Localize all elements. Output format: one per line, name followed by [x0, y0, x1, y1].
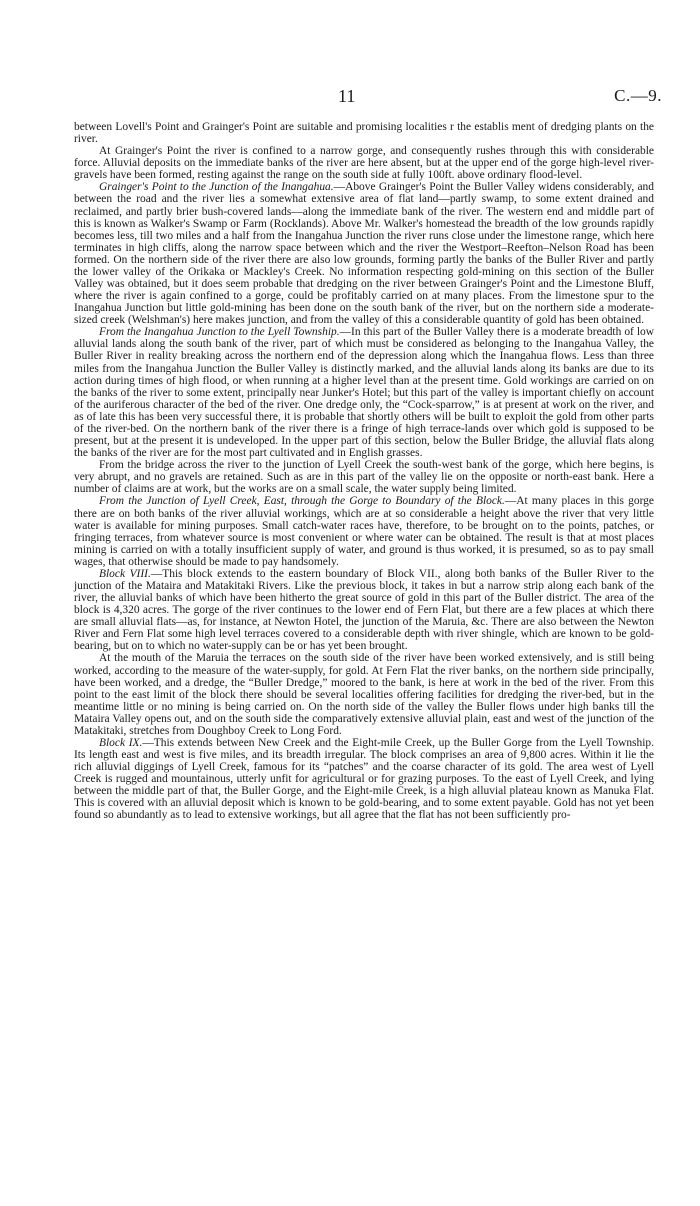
page-header — [0, 86, 700, 108]
paragraph — [74, 652, 654, 737]
page-number: 11 — [338, 86, 356, 106]
paragraph-text: —In this part of the Buller Valley there is a moderate breadth of low alluvial lands along the south bank of the river, part of which must be considered as belonging to the Inangahua Valley, the Buller River in reality breaking across the northern end of the depression along which the Inangahua flows. Less than three miles from the Inangahua Junction the Buller Valley is distinctly marked, and the alluvial lands along its banks are due to its action during times of high flood, or when running at a higher level than at the present time. Gold workings are carried on on the banks of the river to some extent, principally near Junker's Hotel; but this part of the valley is important chiefly on account of the auriferous character of the bed of the river. One dredge only, the “Cock-sparrow,” is at present at work on the river, and as of late this has been very successful there, it is probable that shortly others will be built to exploit the gold from other parts of the river-bed. On the northern bank of the river there is a fringe of high terrace-lands over which gold is supposed to be present, but at the present it is undeveloped. In the upper part of this section, below the Buller Bridge, the alluvial flats along the banks of the river are for the most part cultivated and in English grasses. — [74, 326, 655, 460]
section-heading: From the Inangahua Junction to the Lyell Township. — [99, 326, 340, 339]
document-reference: C.—9. — [614, 86, 662, 105]
paragraph-text: —This extends between New Creek and the Eight-mile Creek, up the Buller Gorge from the Lyell Township. Its length east and west is five miles, and its breadth irregular. The block comprises an area of 9,800 acres. Within it lie the rich alluvial diggings of Lyell Creek, famous for its “patches” and the coarse character of its gold. The area west of Lyell Creek is rugged and mountainous, utterly unfit for agricultural or for grazing purposes. To the east of Lyell Creek, and lying between the middle part of that, the Buller Gorge, and the Eight-mile Creek, is a high alluvial plateau known as Manuka Flat. This is covered with an alluvial deposit which is known to be gold-bearing, and to some extent payable. Gold has not yet been found so abundantly as to lead to extensive workings, but all agree that the flat has not been sufficiently pro- — [74, 736, 654, 822]
paragraph-text: From the bridge across the river to the junction of Lyell Creek the south-west bank of the gorge, which here begins, is very abrupt, and no gravels are retained. Such as are in this part of the valley lie on the opposite or north-east bank. Here a number of claims are at work, but the works are on a small scale, the water supply being limited. — [74, 459, 654, 496]
paragraph-text: —At many places in this gorge there are on both banks of the river alluvial workings, which are at so considerable a height above the river that very little water is available for mining purposes. Small catch-water races have, therefore, to be brought on to the points, patches, or fringing terraces, from whatever source is most convenient or where water can be obtained. The result is that at most places mining is carried on with a totally insufficient supply of water, and ground is thus worked, it is presumed, so as to pay small wages, that otherwise should be made to pay handsomely. — [74, 495, 654, 568]
paragraph-text: At Grainger's Point the river is confined to a narrow gorge, and consequently rushes through this with considerable force. Alluvial deposits on the immediate banks of the river are here absent, but at the upper end of the gorge high-level river-gravels have been formed, resting against the range on the south side at fully 100ft. above ordinary flood-level. — [74, 145, 654, 182]
section-heading: Block IX. — [99, 736, 143, 749]
paragraph — [74, 568, 654, 653]
paragraph — [74, 326, 654, 459]
section-heading: From the Junction of Lyell Creek, East, through the Gorge to Boundary of the Block. — [99, 495, 505, 508]
paragraph — [74, 737, 654, 822]
paragraph — [74, 121, 654, 145]
section-heading: Grainger's Point to the Junction of the Inangahua. — [99, 181, 334, 194]
paragraph — [74, 495, 654, 567]
paragraph-text: At the mouth of the Maruia the terraces on the south side of the river have been worked extensively, and is still being worked, according to the measure of the water-supply, for gold. At Fern Flat the river banks, on the northern side principally, have been worked, and a dredge, the “Buller Dredge,” moored to the bank, is here at work in the bed of the river. From this point to the east limit of the block there should be several localities offering facilities for dredging the river-bed, but in the meantime little or no mining is being carried on. On the north side of the valley the Buller flows under high banks till the Mataira Valley opens out, and on the south side the comparatively extensive alluvial plain, east and west of the junction of the Matakitaki, stretches from Doughboy Creek to Long Ford. — [74, 652, 654, 737]
paragraph — [74, 181, 654, 326]
paragraph-text: between Lovell's Point and Grainger's Point are suitable and promising localities r the establis ment of dredging plants on the river. — [74, 121, 654, 146]
paragraph-text: —Above Grainger's Point the Buller Valley widens considerably, and between the road and the river lies a somewhat extensive area of flat land—partly swamp, to some extent drained and reclaimed, and partly brier bush-covered lands—along the immediate bank of the river. The western end and middle part of this is known as Walker's Swamp or Farm (Rocklands). Above Mr. Walker's homestead the breadth of the low grounds rapidly becomes less, till two miles and a half from the Inangahua Junction the river runs close under the limestone range, which here terminates in high cliffs, along the narrow space between which and the river the Westport–Reefton–Nelson Road has been formed. On the northern side of the river there are also low grounds, forming partly the banks of the Buller River and partly the lower valley of the Orikaka or Mackley's Creek. No information respecting gold-mining on this section of the Buller Valley was obtained, but it does seem probable that dredging on the river between Grainger's Point and the Limestone Bluff, where the river is again confined to a gorge, could be profitably carried on at many places. From the limestone spur to the Inangahua Junction but little gold-mining has been done on the south bank of the river, but on the northern side a moderate-sized creek (Welshman's) here makes junction, and from the valley of this a considerable quantity of gold has been obtained. — [74, 181, 654, 327]
paragraph — [74, 145, 654, 181]
section-heading: Block VIII. — [99, 567, 151, 580]
paragraph — [74, 459, 654, 495]
paragraph-text: —This block extends to the eastern boundary of Block VII., along both banks of the Buller River to the junction of the Mataira and Matakitaki Rivers. Like the previous block, it takes in but a narrow strip along each bank of the river, the alluvial banks of which have been hitherto the great source of gold in this part of the Buller district. The area of the block is 4,320 acres. The gorge of the river continues to the lower end of Fern Flat, but there are a few places at which there are small alluvial flats—as, for instance, at Newton Hotel, the junction of the Maruia, &c. There are also between the Newton River and Fern Flat some high level terraces covered to a considerable depth with river shingle, which are known to be gold-bearing, but on to which no water-supply can be or has yet been brought. — [74, 567, 654, 653]
body-text — [74, 121, 654, 822]
